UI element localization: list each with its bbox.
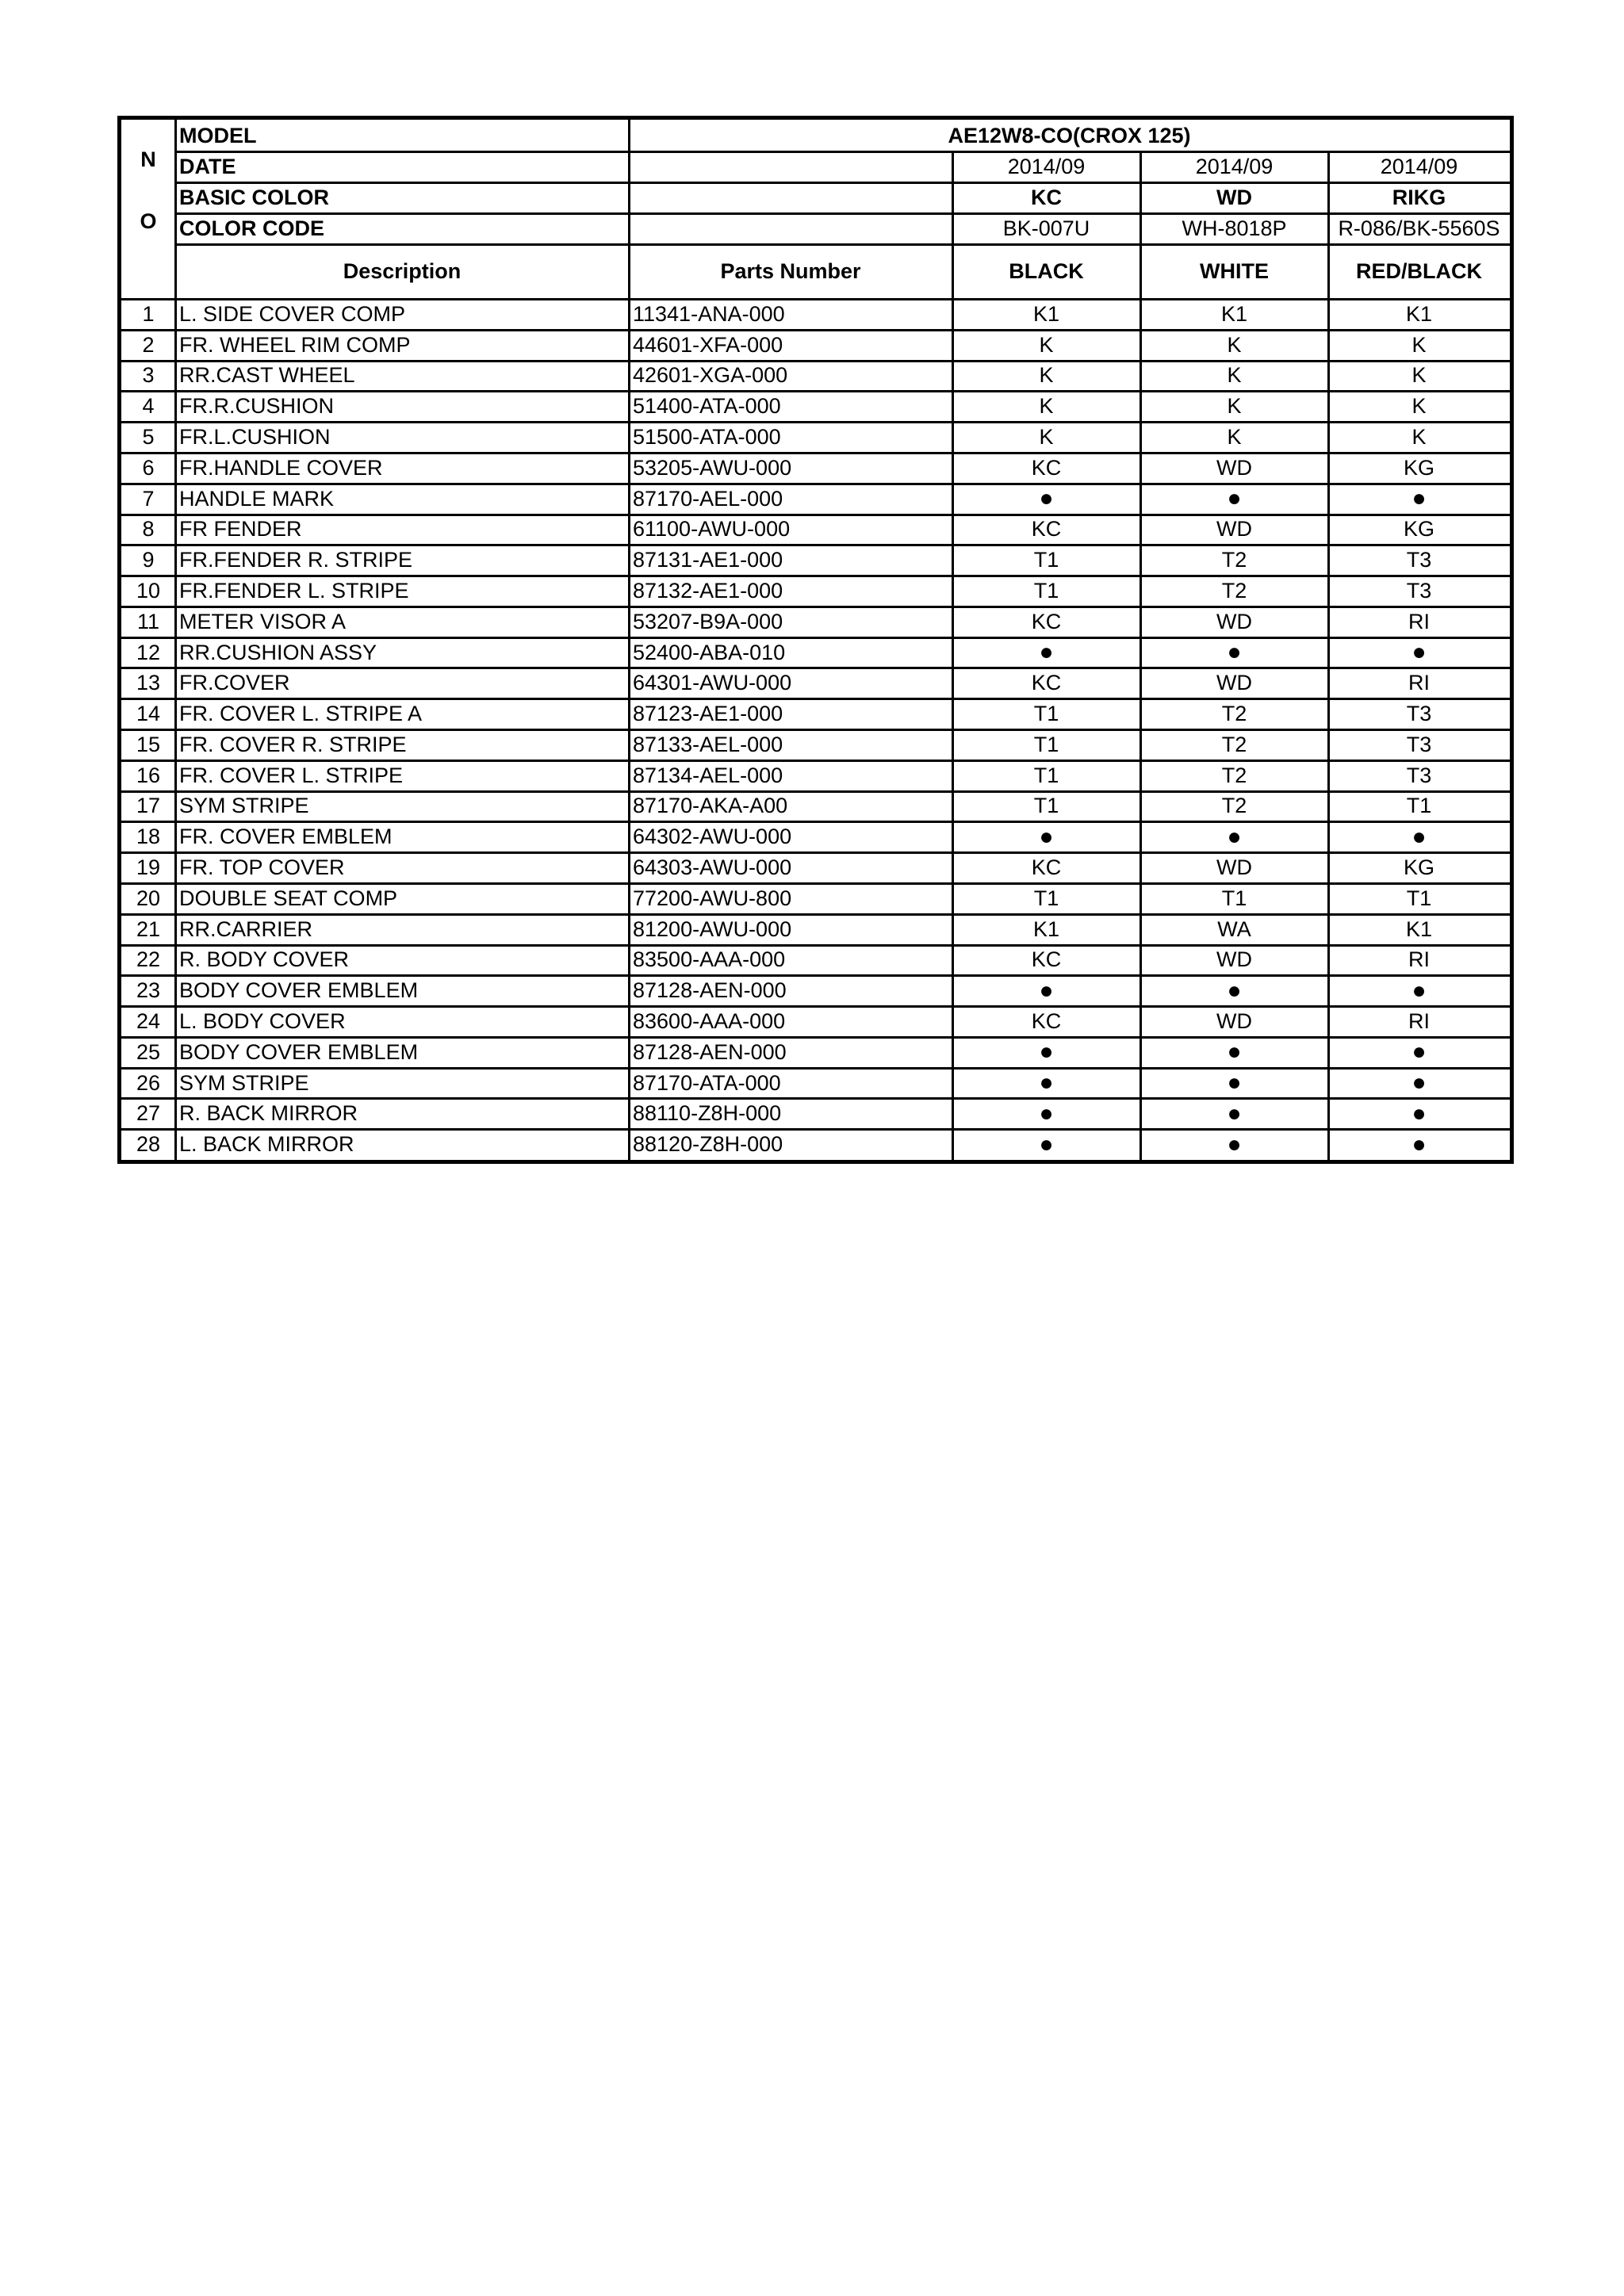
row-number: 16 bbox=[136, 763, 161, 787]
row-number: 4 bbox=[142, 394, 155, 419]
row-color-value: KC bbox=[1031, 947, 1062, 972]
row-number: 2 bbox=[142, 332, 155, 357]
row-description: METER VISOR A bbox=[179, 609, 347, 633]
row-color-value: KG bbox=[1403, 855, 1434, 880]
row-color-value: K1 bbox=[1032, 916, 1060, 941]
row-number: 25 bbox=[136, 1039, 161, 1064]
row-color-value: ● bbox=[1227, 1039, 1242, 1066]
row-part-number: 64303-AWU-000 bbox=[633, 855, 792, 880]
row-number: 11 bbox=[136, 609, 160, 633]
grid-line bbox=[121, 760, 1510, 762]
grid-line bbox=[1327, 151, 1330, 1160]
grid-line bbox=[121, 944, 1510, 947]
row-number: 10 bbox=[136, 578, 161, 603]
grid-line bbox=[121, 514, 1510, 516]
row-number: 17 bbox=[136, 794, 161, 818]
row-color-value: T1 bbox=[1033, 702, 1059, 726]
row-color-value: WA bbox=[1217, 916, 1251, 941]
row-number: 13 bbox=[136, 671, 161, 695]
row-number: 12 bbox=[136, 640, 161, 664]
row-color-value: T1 bbox=[1033, 578, 1059, 603]
row-color-value: RI bbox=[1408, 609, 1430, 633]
row-color-value: T1 bbox=[1406, 794, 1432, 818]
row-part-number: 87131-AE1-000 bbox=[633, 548, 783, 572]
row-part-number: 77200-AWU-800 bbox=[633, 886, 792, 910]
row-description: FR. TOP COVER bbox=[179, 855, 345, 880]
row-color-value: T3 bbox=[1406, 732, 1432, 756]
row-color-value: WD bbox=[1216, 455, 1252, 480]
row-color-value: K1 bbox=[1405, 916, 1433, 941]
row-description: BODY COVER EMBLEM bbox=[179, 1039, 419, 1064]
row-part-number: 87123-AE1-000 bbox=[633, 702, 783, 726]
row-part-number: 87170-ATA-000 bbox=[633, 1070, 781, 1095]
row-color-value: ● bbox=[1411, 1131, 1427, 1158]
row-color-value: ● bbox=[1411, 1100, 1427, 1127]
row-color-value: KC bbox=[1031, 855, 1062, 880]
row-description: FR.FENDER L. STRIPE bbox=[179, 578, 409, 603]
row-number: 26 bbox=[136, 1070, 161, 1095]
row-description: FR.COVER bbox=[179, 671, 290, 695]
row-description: RR.CAST WHEEL bbox=[179, 363, 355, 388]
row-part-number: 52400-ABA-010 bbox=[633, 640, 786, 664]
variant-date: 2014/09 bbox=[1380, 155, 1458, 178]
grid-line bbox=[174, 120, 177, 1160]
row-number: 27 bbox=[136, 1101, 161, 1126]
row-number: 1 bbox=[142, 301, 155, 326]
variant-name: BLACK bbox=[1009, 259, 1084, 283]
row-color-value: WD bbox=[1216, 1008, 1252, 1033]
row-color-value: ● bbox=[1227, 639, 1242, 666]
row-color-value: K bbox=[1227, 332, 1242, 357]
row-color-value: ● bbox=[1039, 1100, 1054, 1127]
row-description: FR FENDER bbox=[179, 517, 302, 541]
grid-line bbox=[121, 637, 1510, 639]
row-description: SYM STRIPE bbox=[179, 1070, 309, 1095]
row-number: 7 bbox=[142, 486, 155, 511]
row-color-value: ● bbox=[1039, 639, 1054, 666]
grid-line bbox=[121, 790, 1510, 793]
row-part-number: 81200-AWU-000 bbox=[633, 916, 792, 941]
row-description: FR.R.CUSHION bbox=[179, 394, 334, 419]
row-description: L. BACK MIRROR bbox=[179, 1132, 354, 1157]
grid-line bbox=[121, 452, 1510, 454]
grid-line bbox=[121, 851, 1510, 854]
grid-line bbox=[175, 151, 1510, 153]
row-part-number: 53207-B9A-000 bbox=[633, 609, 783, 633]
row-color-value: K bbox=[1411, 363, 1427, 388]
row-color-value: K bbox=[1039, 394, 1054, 419]
grid-line bbox=[175, 212, 1510, 215]
row-part-number: 87128-AEN-000 bbox=[633, 978, 787, 1003]
row-number: 6 bbox=[142, 455, 155, 480]
row-part-number: 53205-AWU-000 bbox=[633, 455, 792, 480]
row-number: 5 bbox=[142, 425, 155, 450]
row-part-number: 87134-AEL-000 bbox=[633, 763, 783, 787]
row-color-value: ● bbox=[1227, 823, 1242, 850]
row-color-value: KC bbox=[1031, 1008, 1062, 1033]
row-color-value: ● bbox=[1227, 1131, 1242, 1158]
row-color-value: ● bbox=[1411, 1070, 1427, 1096]
row-color-value: WD bbox=[1216, 671, 1252, 695]
row-number: 14 bbox=[136, 702, 161, 726]
row-description: L. SIDE COVER COMP bbox=[179, 301, 406, 326]
row-part-number: 64302-AWU-000 bbox=[633, 825, 792, 849]
grid-line bbox=[121, 298, 1510, 300]
grid-line bbox=[121, 698, 1510, 700]
row-color-value: T1 bbox=[1033, 548, 1059, 572]
variant-color-code: R-086/BK-5560S bbox=[1338, 216, 1500, 240]
row-part-number: 88110-Z8H-000 bbox=[633, 1101, 782, 1126]
variant-name: WHITE bbox=[1200, 259, 1269, 283]
row-color-value: K bbox=[1227, 394, 1242, 419]
grid-line bbox=[121, 390, 1510, 392]
grid-line bbox=[121, 483, 1510, 485]
row-color-value: K bbox=[1039, 363, 1054, 388]
row-part-number: 83600-AAA-000 bbox=[633, 1008, 786, 1033]
row-color-value: KC bbox=[1031, 455, 1062, 480]
row-color-value: T3 bbox=[1406, 578, 1432, 603]
grid-line bbox=[121, 1005, 1510, 1008]
row-number: 23 bbox=[136, 978, 161, 1003]
row-description: L. BODY COVER bbox=[179, 1008, 346, 1033]
row-color-value: WD bbox=[1216, 517, 1252, 541]
variant-date: 2014/09 bbox=[1195, 155, 1274, 178]
row-color-value: T1 bbox=[1033, 763, 1059, 787]
row-description: FR. WHEEL RIM COMP bbox=[179, 332, 411, 357]
row-color-value: T1 bbox=[1406, 886, 1432, 910]
row-number: 18 bbox=[136, 825, 161, 849]
row-color-value: T2 bbox=[1221, 732, 1247, 756]
row-description: R. BODY COVER bbox=[179, 947, 350, 972]
row-part-number: 87128-AEN-000 bbox=[633, 1039, 787, 1064]
row-color-value: ● bbox=[1411, 639, 1427, 666]
grid-line bbox=[121, 421, 1510, 423]
row-part-number: 44601-XFA-000 bbox=[633, 332, 783, 357]
row-color-value: ● bbox=[1039, 823, 1054, 850]
variant-date: 2014/09 bbox=[1007, 155, 1086, 178]
row-description: HANDLE MARK bbox=[179, 486, 335, 511]
row-color-value: KC bbox=[1031, 671, 1062, 695]
row-color-value: KC bbox=[1031, 609, 1062, 633]
row-number: 28 bbox=[136, 1132, 161, 1157]
variant-color-code: BK-007U bbox=[1002, 216, 1090, 240]
grid-line bbox=[121, 913, 1510, 916]
row-number: 20 bbox=[136, 886, 161, 910]
date-label: DATE bbox=[179, 155, 236, 178]
row-color-value: T2 bbox=[1221, 578, 1247, 603]
row-description: SYM STRIPE bbox=[179, 794, 309, 818]
row-color-value: T3 bbox=[1406, 548, 1432, 572]
row-number: 21 bbox=[136, 916, 161, 941]
no-header-n: N bbox=[140, 147, 156, 171]
grid-line bbox=[121, 974, 1510, 977]
variant-basic-color: RIKG bbox=[1392, 186, 1446, 209]
parts-number-header: Parts Number bbox=[720, 259, 861, 283]
row-part-number: 87170-AEL-000 bbox=[633, 486, 783, 511]
row-color-value: RI bbox=[1408, 1008, 1430, 1033]
row-color-value: K bbox=[1411, 332, 1427, 357]
row-color-value: ● bbox=[1227, 1070, 1242, 1096]
row-part-number: 42601-XGA-000 bbox=[633, 363, 788, 388]
row-color-value: ● bbox=[1411, 823, 1427, 850]
row-color-value: WD bbox=[1216, 947, 1252, 972]
row-color-value: T2 bbox=[1221, 702, 1247, 726]
row-color-value: T2 bbox=[1221, 794, 1247, 818]
row-number: 24 bbox=[136, 1008, 161, 1033]
row-color-value: ● bbox=[1227, 1100, 1242, 1127]
row-color-value: K bbox=[1039, 425, 1054, 450]
row-number: 9 bbox=[142, 548, 155, 572]
variant-basic-color: KC bbox=[1031, 186, 1062, 209]
grid-line bbox=[121, 1067, 1510, 1070]
row-description: FR.FENDER R. STRIPE bbox=[179, 548, 413, 572]
row-color-value: ● bbox=[1039, 1039, 1054, 1066]
row-number: 3 bbox=[142, 363, 155, 388]
row-color-value: T2 bbox=[1221, 763, 1247, 787]
row-number: 15 bbox=[136, 732, 161, 756]
row-description: R. BACK MIRROR bbox=[179, 1101, 358, 1126]
row-part-number: 64301-AWU-000 bbox=[633, 671, 792, 695]
row-color-value: K bbox=[1227, 425, 1242, 450]
row-color-value: T3 bbox=[1406, 763, 1432, 787]
row-part-number: 51400-ATA-000 bbox=[633, 394, 781, 419]
variant-basic-color: WD bbox=[1216, 186, 1252, 209]
row-color-value: T3 bbox=[1406, 702, 1432, 726]
row-color-value: T2 bbox=[1221, 548, 1247, 572]
row-description: FR.HANDLE COVER bbox=[179, 455, 383, 480]
row-part-number: 83500-AAA-000 bbox=[633, 947, 786, 972]
row-part-number: 61100-AWU-000 bbox=[633, 517, 791, 541]
row-description: RR.CARRIER bbox=[179, 916, 313, 941]
grid-line bbox=[121, 1128, 1510, 1131]
grid-line bbox=[121, 1097, 1510, 1100]
grid-line bbox=[121, 667, 1510, 669]
row-color-value: ● bbox=[1039, 485, 1054, 512]
variant-color-code: WH-8018P bbox=[1182, 216, 1287, 240]
row-color-value: ● bbox=[1039, 1070, 1054, 1096]
row-color-value: KG bbox=[1403, 455, 1434, 480]
row-description: FR. COVER R. STRIPE bbox=[179, 732, 407, 756]
color-code-label: COLOR CODE bbox=[179, 216, 325, 240]
row-description: BODY COVER EMBLEM bbox=[179, 978, 419, 1003]
parts-color-table bbox=[117, 116, 1514, 1164]
row-part-number: 51500-ATA-000 bbox=[633, 425, 781, 450]
grid-line bbox=[121, 606, 1510, 608]
model-label: MODEL bbox=[179, 123, 257, 147]
row-color-value: WD bbox=[1216, 855, 1252, 880]
grid-line bbox=[121, 360, 1510, 362]
grid-line bbox=[1139, 151, 1142, 1160]
row-color-value: WD bbox=[1216, 609, 1252, 633]
row-color-value: K bbox=[1039, 332, 1054, 357]
row-color-value: K bbox=[1411, 394, 1427, 419]
row-part-number: 87133-AEL-000 bbox=[633, 732, 783, 756]
description-header: Description bbox=[343, 259, 462, 283]
grid-line bbox=[628, 120, 630, 1160]
grid-line bbox=[175, 243, 1510, 246]
row-description: FR. COVER EMBLEM bbox=[179, 825, 393, 849]
row-color-value: RI bbox=[1408, 671, 1430, 695]
grid-line bbox=[175, 182, 1510, 184]
row-number: 8 bbox=[142, 517, 155, 541]
grid-line bbox=[121, 329, 1510, 331]
row-color-value: ● bbox=[1411, 485, 1427, 512]
variant-name: RED/BLACK bbox=[1356, 259, 1482, 283]
model-value: AE12W8-CO(CROX 125) bbox=[948, 123, 1191, 147]
row-color-value: K1 bbox=[1220, 301, 1248, 326]
row-color-value: K bbox=[1227, 363, 1242, 388]
row-color-value: KG bbox=[1403, 517, 1434, 541]
row-color-value: T1 bbox=[1033, 886, 1059, 910]
row-color-value: K1 bbox=[1405, 301, 1433, 326]
row-part-number: 11341-ANA-000 bbox=[633, 301, 785, 326]
row-color-value: ● bbox=[1039, 1131, 1054, 1158]
row-part-number: 88120-Z8H-000 bbox=[633, 1132, 783, 1157]
grid-line bbox=[121, 544, 1510, 546]
row-description: DOUBLE SEAT COMP bbox=[179, 886, 398, 910]
grid-line bbox=[121, 882, 1510, 885]
row-color-value: RI bbox=[1408, 947, 1430, 972]
no-header-o: O bbox=[140, 209, 157, 233]
grid-line bbox=[121, 821, 1510, 823]
row-number: 22 bbox=[136, 947, 161, 972]
row-part-number: 87170-AKA-A00 bbox=[633, 794, 788, 818]
row-color-value: T1 bbox=[1033, 794, 1059, 818]
row-color-value: ● bbox=[1411, 977, 1427, 1004]
row-color-value: ● bbox=[1227, 977, 1242, 1004]
row-color-value: ● bbox=[1411, 1039, 1427, 1066]
grid-line bbox=[121, 575, 1510, 577]
row-part-number: 87132-AE1-000 bbox=[633, 578, 783, 603]
row-color-value: K1 bbox=[1032, 301, 1060, 326]
basic-color-label: BASIC COLOR bbox=[179, 186, 329, 209]
row-color-value: T1 bbox=[1033, 732, 1059, 756]
grid-line bbox=[121, 1036, 1510, 1039]
row-color-value: KC bbox=[1031, 517, 1062, 541]
row-description: RR.CUSHION ASSY bbox=[179, 640, 377, 664]
row-description: FR.L.CUSHION bbox=[179, 425, 331, 450]
row-description: FR. COVER L. STRIPE bbox=[179, 763, 404, 787]
grid-line bbox=[952, 151, 954, 1160]
row-description: FR. COVER L. STRIPE A bbox=[179, 702, 423, 726]
row-color-value: ● bbox=[1039, 977, 1054, 1004]
row-number: 19 bbox=[136, 855, 161, 880]
row-color-value: T1 bbox=[1221, 886, 1247, 910]
row-color-value: ● bbox=[1227, 485, 1242, 512]
row-color-value: K bbox=[1411, 425, 1427, 450]
grid-line bbox=[121, 729, 1510, 731]
